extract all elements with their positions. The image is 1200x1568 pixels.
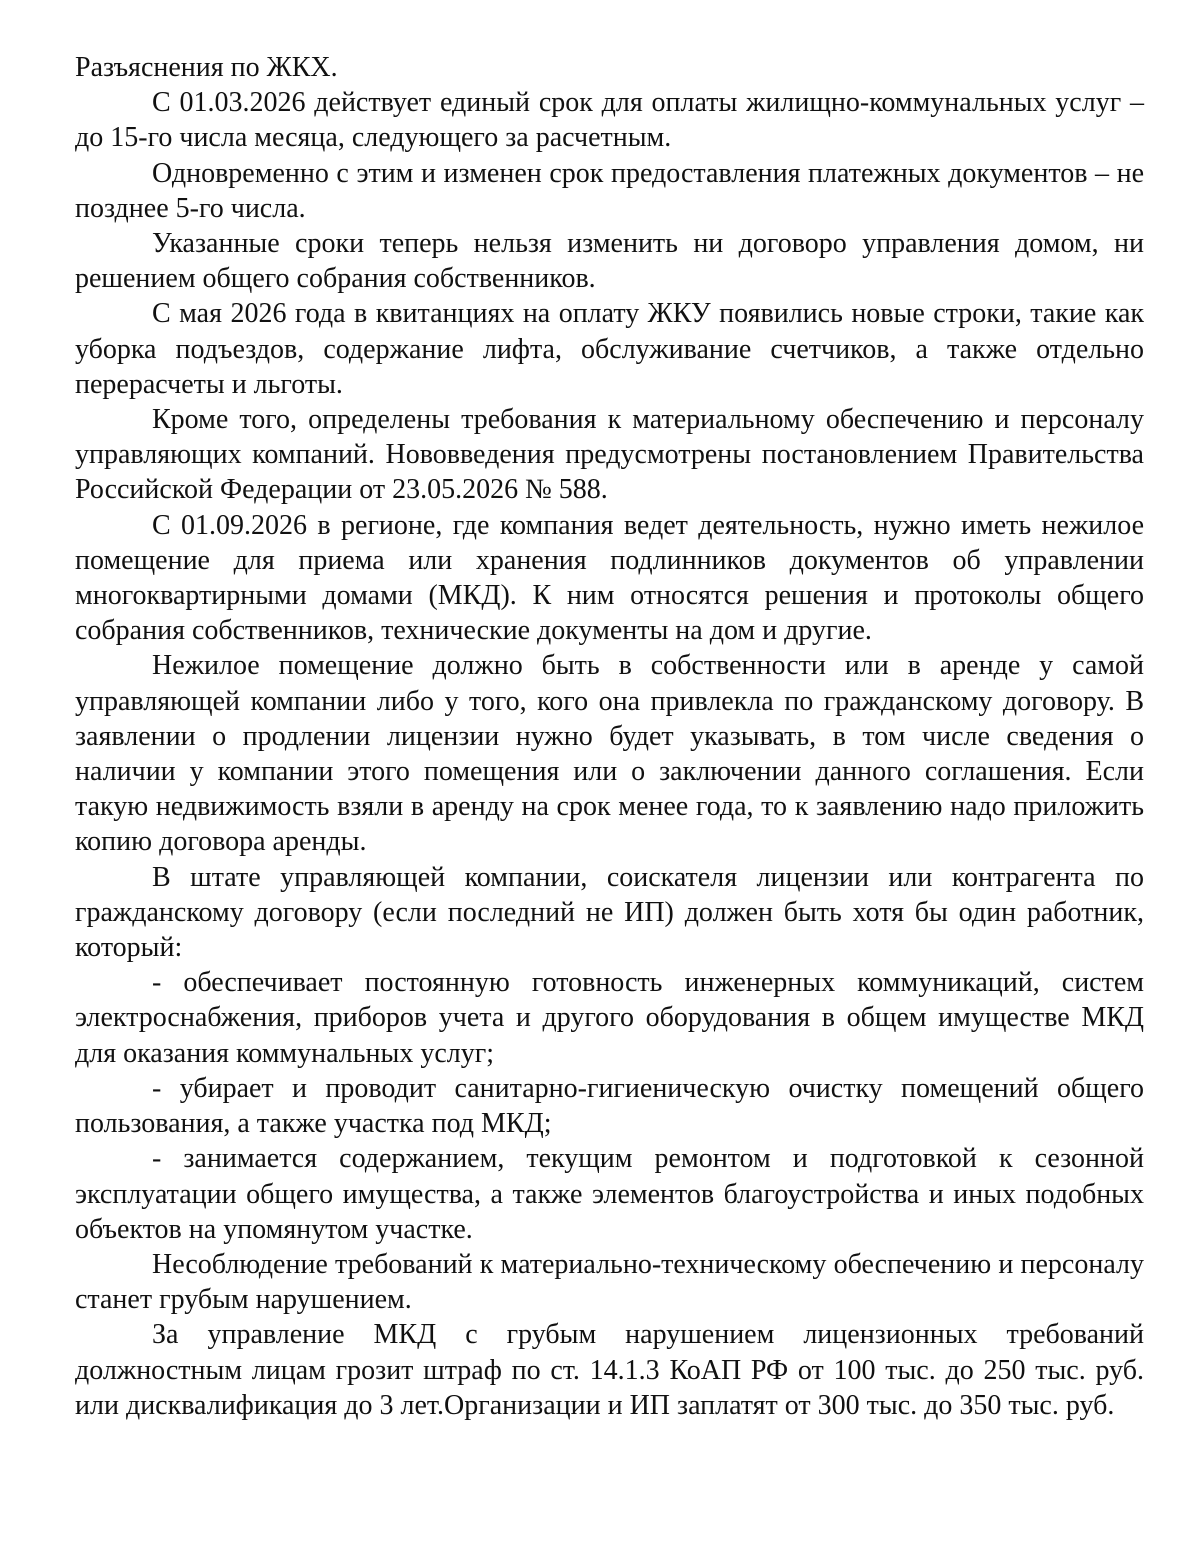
paragraph-penalties: За управление МКД с грубым нарушением лицензионных требований должностным лицам грозит штраф по ст. 14.1.3 КоАП РФ от 100 тыс. до 250 тыс. руб. или дисквалификация до 3 лет.Организации и ИП заплатят от 300 тыс. до 350 тыс. руб. [75,1319,1144,1421]
paragraph-violation: Несоблюдение требований к материально-техническому обеспечению и персоналу станет грубым нарушением. [75,1248,1144,1316]
document-title: Разъяснения по ЖКХ. [75,52,338,83]
paragraph-premises: С 01.09.2026 в регионе, где компания ведет деятельность, нужно иметь нежилое помещение для приема или хранения подлинников документов об управлении многоквартирными домами (МКД). К ним относятся решения и протоколы общего собрания собственников, технические документы на дом и другие. [75,509,1144,647]
list-item-cleaning: - убирает и проводит санитарно-гигиеническую очистку помещений общего пользования, а также участка под МКД; [75,1072,1144,1140]
list-item-maintenance: - занимается содержанием, текущим ремонтом и подготовкой к сезонной эксплуатации общего имущества, а также элементов благоустройства и иных подобных объектов на упомянутом участке. [75,1143,1144,1245]
paragraph-deadlines-fixed: Указанные сроки теперь нельзя изменить ни договоро управления домом, ни решением общего собрания собственников. [75,228,1144,295]
list-item-engineering: - обеспечивает постоянную готовность инженерных коммуникаций, систем электроснабжения, приборов учета и другого оборудования в общем имуществе МКД для оказания коммунальных услуг; [75,967,1144,1069]
paragraph-receipt-lines: С мая 2026 года в квитанциях на оплату ЖКУ появились новые строки, такие как уборка подъездов, содержание лифта, обслуживание счетчиков, а также отдельно перерасчеты и льготы. [75,298,1144,400]
paragraph-documents-deadline: Одновременно с этим и изменен срок предоставления платежных документов – не позднее 5-го числа. [75,157,1144,224]
paragraph-payment-deadline: С 01.03.2026 действует единый срок для оплаты жилищно-коммунальных услуг – до 15-го числа месяца, следующего за расчетным. [75,87,1144,154]
paragraph-premises-ownership: Нежилое помещение должно быть в собственности или в аренде у самой управляющей компании либо у того, кого она привлекла по гражданскому договору. В заявлении о продлении лицензии нужно будет указывать, в том числе сведения о наличии у компании этого помещения или о заключении данного соглашения. Если такую недвижимость взяли в аренду на срок менее года, то к заявлению надо приложить копию договора аренды. [75,650,1144,858]
paragraph-requirements: Кроме того, определены требования к материальному обеспечению и персоналу управляющих компаний. Нововведения предусмотрены постановлением Правительства Российской Федерации от 23.05.2026 № 588. [75,404,1144,506]
paragraph-staff: В штате управляющей компании, соискателя лицензии или контрагента по гражданскому договору (если последний не ИП) должен быть хотя бы один работник, который: [75,861,1144,964]
